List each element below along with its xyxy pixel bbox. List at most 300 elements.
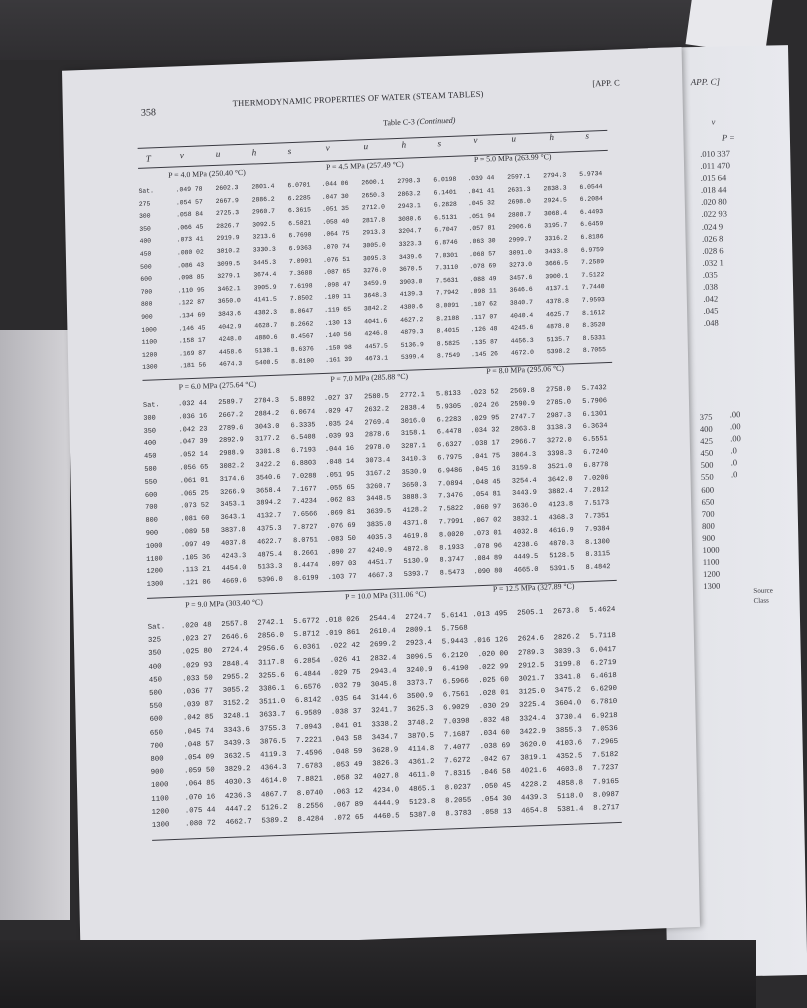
col-header-v2: v [325,142,330,153]
row-temperature: 1200 [151,808,170,817]
table-cell: 5.6141 [441,611,468,621]
table-cell: 4458.6 [218,347,242,356]
table-cell: 6.0361 [293,643,321,653]
table-cell: 4103.6 [555,739,583,749]
table-cell: 3905.9 [253,283,277,292]
table-cell: .063 30 [468,237,496,246]
table-cell: 5387.0 [409,811,436,821]
adjacent-volume: .035 [702,269,718,280]
table-cell: .063 12 [332,787,364,797]
table-cell: 7.5122 [581,270,605,279]
table-cell: 2856.0 [257,631,284,641]
table-cell: 3410.3 [401,455,427,465]
table-cell: .126 48 [470,325,498,334]
table-cell: .105 36 [181,553,211,563]
table-cell: .097 03 [327,560,357,570]
table-cell: 6.1301 [582,409,608,419]
table-cell: .098 85 [177,273,205,282]
col-header-u3: u [511,133,517,144]
table-cell: 7.7942 [435,289,459,297]
table-cell: .051 35 [322,205,349,214]
table-cell: 2838.3 [543,184,567,192]
table-cell: .098 11 [469,287,497,296]
table-cell: 3287.1 [401,442,426,452]
row-temperature: 400 [139,237,152,246]
table-cell: 3096.5 [405,652,433,662]
pressure-label: P = 10.0 MPa (311.06 °C) [344,589,427,602]
table-cell: 2650.3 [361,191,385,199]
table-cell: 8.5473 [439,568,465,578]
table-cell: 8.1933 [439,543,465,553]
row-temperature: 1100 [151,794,169,804]
adjacent-temp: 700 [701,508,715,519]
adjacent-volume: .038 [702,281,718,292]
table-cell: 7.8821 [296,775,323,785]
table-cell: 3888.3 [402,493,428,503]
table-cell: 5123.8 [409,797,436,807]
row-temperature: 450 [148,676,163,685]
table-cell: .064 75 [322,230,350,239]
source-label: Source [753,586,773,595]
table-cell: .060 97 [472,503,502,513]
table-cell: 7.6566 [292,510,318,520]
table-cell: 4238.6 [513,540,539,550]
table-cell: 4878.0 [546,322,570,331]
table-cell [468,628,508,630]
table-cell: .047 30 [321,192,349,201]
table-cell: .068 57 [468,249,496,258]
table-cell: .029 93 [181,661,213,671]
table-number: Table C-3 [383,117,415,128]
table-cell: 4041.6 [364,316,388,325]
table-cell: 6.9589 [295,709,322,719]
table-cell: 2569.8 [509,386,535,396]
table-cell: 8.0091 [435,301,460,310]
table-cell: 3642.0 [547,475,573,484]
table-cell: 4234.0 [372,785,400,796]
table-cell: .050 45 [480,781,512,791]
table-cell: 2838.4 [400,403,426,413]
table-cell: .073 52 [180,501,210,511]
table-cell: 4035.3 [366,533,392,543]
col-header-u2: u [363,141,369,152]
row-temperature: 350 [139,225,151,233]
adjacent-temp: 650 [701,496,715,507]
table-cell: 3386.1 [258,684,286,694]
row-temperature: 450 [139,250,152,258]
table-cell: 5398.2 [546,347,570,356]
table-cell: 2580.5 [363,392,389,402]
table-cell: 2987.3 [546,411,572,421]
table-cell: .119 65 [324,305,352,314]
table-cell: .019 861 [324,628,360,639]
table-cell: 3073.4 [365,456,391,466]
adjacent-volume: .048 [703,317,719,329]
table-cell: 3459.9 [363,279,387,288]
table-cell: .058 84 [176,210,204,219]
table-cell: 3195.7 [544,221,568,230]
table-cell: 3091.0 [508,248,532,257]
table-cell: 3174.6 [219,474,245,484]
table-cell: .039 93 [324,432,354,442]
table-cell: .029 75 [329,668,361,678]
table-cell: 4119.3 [260,750,287,760]
table-cell: 2956.6 [257,645,285,655]
table-cell: .076 69 [326,521,356,531]
table-cell: 5135.7 [546,335,570,344]
row-temperature: 600 [140,275,152,284]
table-cell: 2999.7 [508,235,532,244]
table-cell: .032 48 [478,715,510,725]
table-cell: 3843.6 [218,310,242,318]
table-cell: 6.3335 [290,420,316,430]
col-header-T: T [145,153,151,164]
table-cell: 6.2828 [433,200,457,209]
table-cell: 4872.8 [403,544,429,554]
table-cell: 5.9734 [579,170,603,178]
table-cell: .130 13 [324,318,352,327]
table-cell: 6.0198 [433,175,457,184]
table-cell: .070 16 [184,793,216,803]
table-cell: 4619.8 [402,531,428,541]
table-cell: 6.6290 [590,685,618,695]
table-cell: 6.2120 [441,651,469,661]
row-temperature: Sat. [147,623,166,632]
table-cell: .041 75 [471,452,501,462]
table-cell: 2808.7 [507,210,532,219]
table-cell: .059 50 [183,766,215,776]
row-temperature: 1300 [146,580,164,590]
table-cell: 5.8712 [293,630,320,640]
table-cell: 2955.2 [222,672,249,682]
table-cell: 6.7240 [583,448,609,458]
table-cell: 3832.1 [512,514,538,524]
table-cell: .045 16 [471,465,501,475]
table-cell: 6.8778 [583,460,609,470]
table-cell: 5133.3 [257,563,283,572]
table-cell: 2913.3 [362,228,386,237]
table-cell: 3199.8 [554,660,581,670]
table-cell: .058 40 [322,217,350,226]
table-cell: 6.6327 [436,440,462,450]
running-head: THERMODYNAMIC PROPERTIES OF WATER (STEAM TABLES) [232,88,484,109]
table-cell: 4380.6 [399,303,424,311]
table-cell: 2597.1 [507,172,531,181]
table-cell: .067 02 [472,516,502,526]
adjacent-source-note [753,586,773,606]
table-cell: .022 42 [329,642,361,652]
adjacent-volume: .045 [703,305,719,317]
table-cell: .083 50 [326,534,356,544]
table-cell: 5389.2 [261,816,288,826]
table-title [383,116,455,128]
adjacent-volume: .00 [730,433,741,444]
table-cell: .058 13 [480,808,512,818]
table-cell: 3475.2 [554,686,582,696]
table-cell: 8.2662 [290,319,314,328]
row-temperature: 1300 [142,363,158,372]
table-cell: 5.7432 [581,384,607,394]
table-cell: 2698.0 [507,198,531,206]
adjacent-volume: .0 [730,445,737,456]
table-cell: 5126.2 [261,803,288,813]
table-cell: 4382.3 [254,308,278,317]
table-cell: .090 27 [327,547,357,557]
table-cell: 2602.3 [215,184,239,192]
table-cell: 7.9384 [584,524,610,534]
table-cell: .073 01 [472,528,502,539]
table-cell: 4622.7 [257,537,282,547]
table-cell: .078 96 [472,541,503,551]
table-cell: 4375.3 [256,524,282,534]
table-cell: 2646.6 [221,633,248,643]
table-cell: 7.5182 [592,751,619,761]
table-cell: 2785.0 [546,398,572,408]
table-cell: 3434.7 [371,733,399,743]
table-cell [544,626,580,627]
table-cell: 2912.5 [518,661,545,671]
table-cell: 4139.3 [399,290,423,299]
table-cell: .078 69 [469,262,497,271]
row-temperature: 800 [150,755,164,764]
table-cell: .018 026 [324,615,360,626]
col-header-s1: s [287,146,292,157]
table-cell: 7.0901 [288,256,313,265]
adjacent-volume: .010 337 [700,148,731,159]
table-cell: 7.1687 [443,730,471,740]
adjacent-lower-temps [700,411,721,593]
table-cell: 5393.7 [403,570,429,580]
table-cell: 3748.2 [407,718,434,728]
table-cell: 6.5551 [582,435,608,445]
table-cell: .039 87 [182,700,214,710]
table-cell: 4246.8 [364,329,388,338]
table-cell: .069 81 [326,509,356,519]
table-cell: 6.0674 [290,408,316,418]
table-cell: 8.4567 [290,332,314,341]
table-cell: 2848.4 [222,659,249,669]
table-cell: 3453.1 [220,500,246,510]
table-cell: .035 24 [324,419,354,429]
table-cell: 4457.5 [364,342,388,351]
table-cell: 2960.7 [251,207,276,216]
table-cell: 2724.4 [221,646,249,656]
table-cell: 3064.3 [511,450,537,460]
table-cell: 3266.9 [219,487,245,497]
table-cell: 3092.5 [252,220,276,229]
table-cell: 5.6772 [293,617,320,627]
table-cell: .084 89 [473,554,503,564]
table-cell: .169 87 [179,349,207,358]
table-cell: .061 01 [179,476,209,486]
adjacent-volume: .015 64 [700,172,727,184]
table-cell: .041 41 [467,186,495,195]
table-cell: 3213.6 [252,233,276,241]
table-cell: .043 58 [331,734,363,744]
table-cell: .051 94 [468,212,496,221]
table-cell: 3323.3 [398,240,422,248]
pressure-label: P = 5.0 MPa (263.99 °C) [473,152,552,165]
adjacent-volume: .028 6 [702,245,724,256]
table-cell: 3445.3 [252,258,277,267]
table-cell: 3272.0 [546,436,572,446]
table-cell: 7.5173 [584,499,610,509]
table-cell: .097 49 [180,540,211,550]
table-cell: 4132.7 [256,511,282,521]
table-cell: 6.5131 [434,213,458,222]
table-cell: 3373.7 [406,678,433,689]
table-cell: 7.9165 [592,777,620,787]
adjacent-volume: .0 [730,457,738,468]
table-cell: 7.8502 [289,294,313,303]
table-cell: 2699.2 [369,640,397,650]
table-cell: .041 01 [331,721,362,731]
table-cell: .081 60 [180,514,210,524]
table-cell: 3876.5 [259,737,287,747]
table-cell: .087 65 [323,268,351,277]
adjacent-volume: .018 44 [700,184,727,196]
pressure-label: P = 8.0 MPa (295.06 °C) [486,363,564,376]
row-temperature: 350 [143,427,157,436]
table-cell: 3152.2 [222,699,250,709]
table-cell: 3755.3 [259,724,286,734]
table-cell: .065 25 [179,489,209,499]
table-cell: 5.7568 [441,624,468,634]
table-cell: .066 45 [176,223,204,232]
row-temperature: 1200 [141,351,158,359]
table-cell: .135 87 [470,337,498,346]
table-cell: 3260.7 [365,482,391,491]
table-cell: 7.2589 [580,258,605,267]
table-cell: 6.8803 [291,459,317,469]
table-cell: 4654.8 [521,806,548,816]
table-cell: 5.8133 [435,389,461,399]
table-cell: .024 26 [470,401,500,411]
table-cell: 3511.0 [258,697,286,707]
book-left-edge [0,330,70,920]
table-cell: .030 29 [478,702,510,712]
table-cell: .086 43 [177,261,205,270]
table-cell: 3273.0 [509,261,533,269]
table-cell: .029 95 [470,413,500,423]
table-cell: 3398.3 [547,449,573,459]
table-cell: 3158.1 [400,429,426,439]
table-cell: .064 85 [184,779,216,790]
adjacent-temp: 1000 [702,544,720,555]
table-cell: 3016.0 [400,416,426,426]
table-cell: 3837.8 [220,526,246,535]
table-cell: 3835.0 [366,520,392,530]
table-cell: 2747.7 [510,412,536,422]
table-cell: 4027.8 [372,772,399,782]
table-cell: 3900.1 [545,272,569,281]
pressure-label: P = 7.0 MPa (285.88 °C) [330,371,409,384]
table-cell: 6.2854 [294,656,321,666]
table-cell: 4672.0 [510,349,535,358]
table-cell: .048 57 [183,740,215,750]
table-cell: 7.1677 [291,484,317,494]
table-cell: .038 69 [479,742,511,752]
table-cell: 4614.0 [260,777,287,787]
table-cell: 4454.0 [221,564,247,574]
adjacent-temp: 900 [702,532,716,543]
table-cell: 3422.2 [255,460,281,470]
table-cell: 4378.8 [545,297,569,306]
table-cell: 7.0398 [443,717,470,727]
table-cell: 6.0701 [287,181,311,190]
table-cell: 8.0020 [438,530,464,540]
table-cell: 3540.6 [255,473,281,483]
table-cell: .056 65 [179,463,209,473]
table-cell: 4032.8 [512,527,538,537]
table-cell: 6.7561 [442,690,470,700]
adjacent-temp: 600 [701,484,715,495]
table-cell: 6.3634 [582,422,608,432]
table-cell: 3439.3 [223,738,251,748]
table-cell: 8.4474 [293,561,319,571]
table-cell: 4665.0 [513,566,539,575]
table-cell: 3819.1 [520,753,547,763]
table-cell: .134 69 [178,311,206,320]
table-cell: 3826.3 [372,759,399,769]
table-cell: 3620.0 [519,740,547,750]
table-cell: 4611.0 [408,771,435,781]
row-temperature: 900 [145,529,159,538]
table-cell: .049 78 [175,185,203,194]
row-temperature: 1000 [150,781,169,791]
adjacent-volume: .00 [729,409,741,420]
table-cell: .090 80 [473,567,503,577]
table-cell: 3204.7 [398,227,422,236]
adjacent-volume: .026 8 [701,233,724,244]
table-cell: 6.4478 [436,428,462,438]
table-cell: 2557.8 [221,620,248,630]
table-cell: .046 58 [480,768,511,778]
table-cell: 2610.4 [369,627,396,637]
table-cell: .057 81 [468,224,496,233]
table-cell: 2817.8 [362,216,386,225]
row-temperature: 600 [149,715,163,725]
table-cell: 8.0237 [444,783,472,793]
source-cont: Class [753,596,769,605]
adjacent-volume: .032 1 [702,257,724,268]
table-cell: 3650.0 [217,297,241,306]
table-cell: .013 495 [472,610,508,620]
table-cell: 3422.9 [519,727,546,737]
table-cell: 8.8100 [291,357,315,366]
table-cell: 3730.4 [555,712,582,722]
table-cell: 3521.0 [547,462,573,472]
table-cell: 3099.5 [216,259,241,268]
table-cell: 4628.7 [254,321,278,330]
table-cell: 4667.3 [367,571,393,581]
table-cell: 2724.7 [405,612,432,622]
table-cell: 5.8892 [290,395,315,405]
table-cell: 6.2084 [579,195,603,204]
table-cell: .025 80 [181,647,213,658]
table-cell: 2772.1 [399,391,425,401]
adjacent-volume: .0 [730,469,738,480]
row-temperature: 650 [149,729,164,738]
table-cell: 3341.8 [554,673,581,683]
table-cell: 6.9029 [443,704,470,714]
table-cell: 8.4015 [436,326,460,335]
table-cell: 4858.8 [556,778,584,788]
table-cell: 2631.3 [507,185,531,194]
table-cell: 3159.8 [511,463,537,473]
table-cell: 2826.2 [553,633,581,643]
table-cell: 4603.8 [556,765,583,775]
